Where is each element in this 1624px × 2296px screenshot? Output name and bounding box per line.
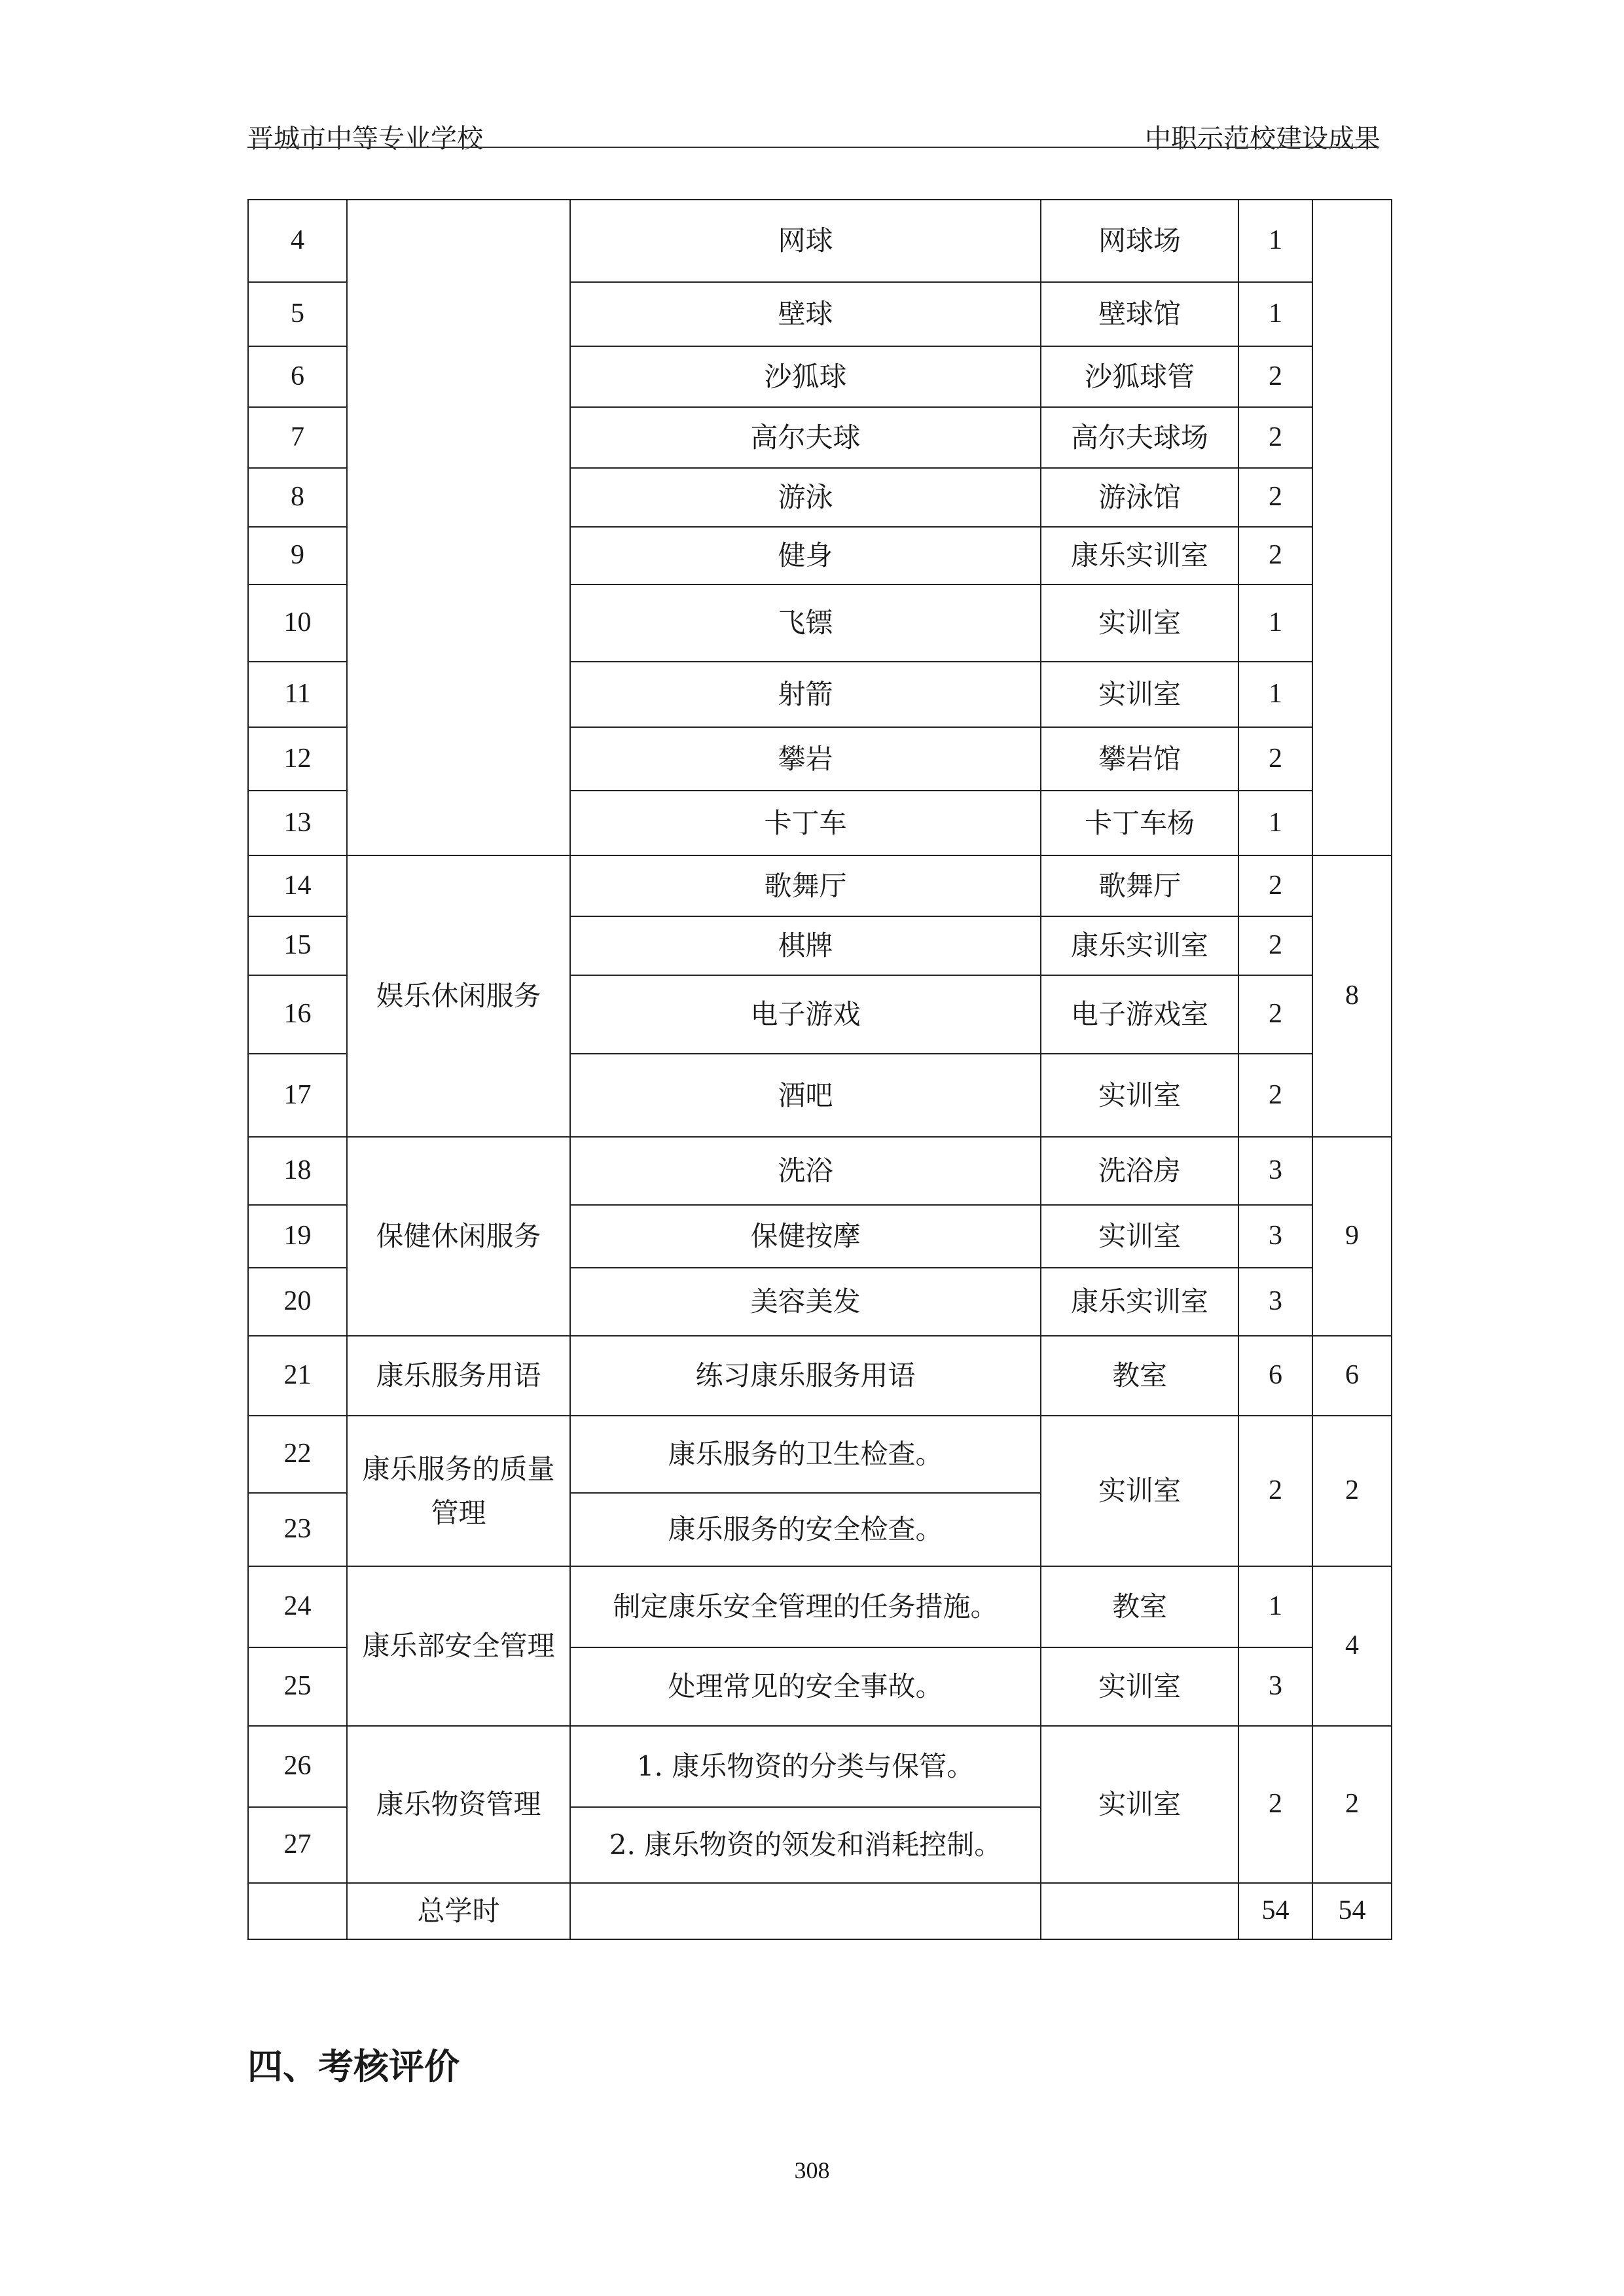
subtotal-safety-management: 4 [1312, 1566, 1392, 1726]
training-place: 实训室 [1041, 1054, 1238, 1137]
header-document-title: 中职示范校建设成果 [1145, 124, 1380, 154]
training-item: 高尔夫球 [570, 407, 1041, 468]
training-place: 教室 [1041, 1336, 1238, 1416]
header-divider [247, 147, 1379, 148]
section-heading: 四、考核评价 [247, 2046, 460, 2087]
class-hours: 3 [1238, 1647, 1312, 1726]
subtotal-quality-management: 2 [1312, 1416, 1392, 1566]
training-item: 2. 康乐物资的领发和消耗控制。 [570, 1807, 1041, 1883]
training-place: 康乐实训室 [1041, 1268, 1238, 1336]
total-subtotal: 54 [1312, 1883, 1392, 1939]
row-number: 12 [248, 727, 347, 791]
class-hours: 2 [1238, 407, 1312, 468]
category-entertainment: 娱乐休闲服务 [347, 855, 570, 1137]
total-row [248, 1883, 1392, 1939]
class-hours: 2 [1238, 1726, 1312, 1883]
empty-cell [248, 1883, 347, 1939]
training-place: 实训室 [1041, 1726, 1238, 1883]
training-place: 洗浴房 [1041, 1137, 1238, 1205]
row-number: 7 [248, 407, 347, 468]
table-row [248, 1336, 1392, 1416]
class-hours: 2 [1238, 855, 1312, 916]
class-hours: 2 [1238, 975, 1312, 1054]
row-number: 20 [248, 1268, 347, 1336]
training-item: 1. 康乐物资的分类与保管。 [570, 1726, 1041, 1807]
table-row [248, 200, 1392, 282]
subtotal-health: 9 [1312, 1137, 1392, 1336]
subtotal-service-language: 6 [1312, 1336, 1392, 1416]
subtotal-materials-management: 2 [1312, 1726, 1392, 1883]
training-place: 网球场 [1041, 200, 1238, 282]
training-item: 洗浴 [570, 1137, 1041, 1205]
category-materials-management: 康乐物资管理 [347, 1726, 570, 1883]
table-row [248, 1137, 1392, 1205]
category-cell-continued [347, 200, 570, 855]
training-item: 美容美发 [570, 1268, 1041, 1336]
class-hours: 2 [1238, 1416, 1312, 1566]
class-hours: 2 [1238, 916, 1312, 975]
training-item: 壁球 [570, 282, 1041, 346]
training-item: 游泳 [570, 468, 1041, 527]
row-number: 8 [248, 468, 347, 527]
training-place: 实训室 [1041, 1647, 1238, 1726]
row-number: 26 [248, 1726, 347, 1807]
class-hours: 1 [1238, 1566, 1312, 1647]
table-row [248, 1566, 1392, 1647]
training-item: 攀岩 [570, 727, 1041, 791]
row-number: 22 [248, 1416, 347, 1493]
training-item: 处理常见的安全事故。 [570, 1647, 1041, 1726]
class-hours: 6 [1238, 1336, 1312, 1416]
row-number: 16 [248, 975, 347, 1054]
training-place: 歌舞厅 [1041, 855, 1238, 916]
class-hours: 1 [1238, 662, 1312, 727]
training-place: 实训室 [1041, 1205, 1238, 1268]
training-place: 康乐实训室 [1041, 916, 1238, 975]
training-item: 飞镖 [570, 584, 1041, 662]
training-place: 电子游戏室 [1041, 975, 1238, 1054]
table-row [248, 1416, 1392, 1493]
class-hours: 3 [1238, 1137, 1312, 1205]
training-place: 卡丁车杨 [1041, 791, 1238, 855]
class-hours: 3 [1238, 1205, 1312, 1268]
page-number: 308 [794, 2157, 830, 2183]
row-number: 23 [248, 1493, 347, 1566]
training-item: 康乐服务的安全检查。 [570, 1493, 1041, 1566]
row-number: 10 [248, 584, 347, 662]
class-hours: 2 [1238, 1054, 1312, 1137]
training-item: 卡丁车 [570, 791, 1041, 855]
row-number: 4 [248, 200, 347, 282]
training-item: 康乐服务的卫生检查。 [570, 1416, 1041, 1493]
category-health: 保健休闲服务 [347, 1137, 570, 1336]
training-place: 沙狐球管 [1041, 346, 1238, 407]
total-hours: 54 [1238, 1883, 1312, 1939]
training-item: 棋牌 [570, 916, 1041, 975]
subtotal-entertainment: 8 [1312, 855, 1392, 1137]
class-hours: 1 [1238, 200, 1312, 282]
row-number: 21 [248, 1336, 347, 1416]
class-hours: 2 [1238, 468, 1312, 527]
training-place: 实训室 [1041, 584, 1238, 662]
empty-cell [570, 1883, 1041, 1939]
training-place: 康乐实训室 [1041, 527, 1238, 584]
category-service-language: 康乐服务用语 [347, 1336, 570, 1416]
row-number: 5 [248, 282, 347, 346]
training-place: 实训室 [1041, 662, 1238, 727]
class-hours: 2 [1238, 727, 1312, 791]
row-number: 27 [248, 1807, 347, 1883]
table-row [248, 1726, 1392, 1807]
training-item: 网球 [570, 200, 1041, 282]
total-label: 总学时 [347, 1883, 570, 1939]
class-hours: 2 [1238, 346, 1312, 407]
training-item: 歌舞厅 [570, 855, 1041, 916]
subtotal-cell-continued [1312, 200, 1392, 855]
training-item: 电子游戏 [570, 975, 1041, 1054]
row-number: 18 [248, 1137, 347, 1205]
training-item: 射箭 [570, 662, 1041, 727]
training-place: 教室 [1041, 1566, 1238, 1647]
training-item: 保健按摩 [570, 1205, 1041, 1268]
training-item: 沙狐球 [570, 346, 1041, 407]
header-school-name: 晋城市中等专业学校 [247, 124, 483, 154]
training-item: 练习康乐服务用语 [570, 1336, 1041, 1416]
class-hours: 3 [1238, 1268, 1312, 1336]
training-place: 实训室 [1041, 1416, 1238, 1566]
row-number: 9 [248, 527, 347, 584]
class-hours: 1 [1238, 282, 1312, 346]
category-safety-management: 康乐部安全管理 [347, 1566, 570, 1726]
training-place: 攀岩馆 [1041, 727, 1238, 791]
row-number: 19 [248, 1205, 347, 1268]
row-number: 14 [248, 855, 347, 916]
row-number: 24 [248, 1566, 347, 1647]
row-number: 11 [248, 662, 347, 727]
training-place: 游泳馆 [1041, 468, 1238, 527]
class-hours: 1 [1238, 791, 1312, 855]
training-place: 高尔夫球场 [1041, 407, 1238, 468]
row-number: 13 [248, 791, 347, 855]
row-number: 15 [248, 916, 347, 975]
training-schedule-table [247, 199, 1392, 1940]
class-hours: 2 [1238, 527, 1312, 584]
row-number: 17 [248, 1054, 347, 1137]
training-item: 酒吧 [570, 1054, 1041, 1137]
training-place: 壁球馆 [1041, 282, 1238, 346]
row-number: 6 [248, 346, 347, 407]
class-hours: 1 [1238, 584, 1312, 662]
empty-cell [1041, 1883, 1238, 1939]
training-item: 健身 [570, 527, 1041, 584]
training-item: 制定康乐安全管理的任务措施。 [570, 1566, 1041, 1647]
row-number: 25 [248, 1647, 347, 1726]
category-quality-management: 康乐服务的质量管理 [347, 1416, 570, 1566]
table-row [248, 855, 1392, 916]
